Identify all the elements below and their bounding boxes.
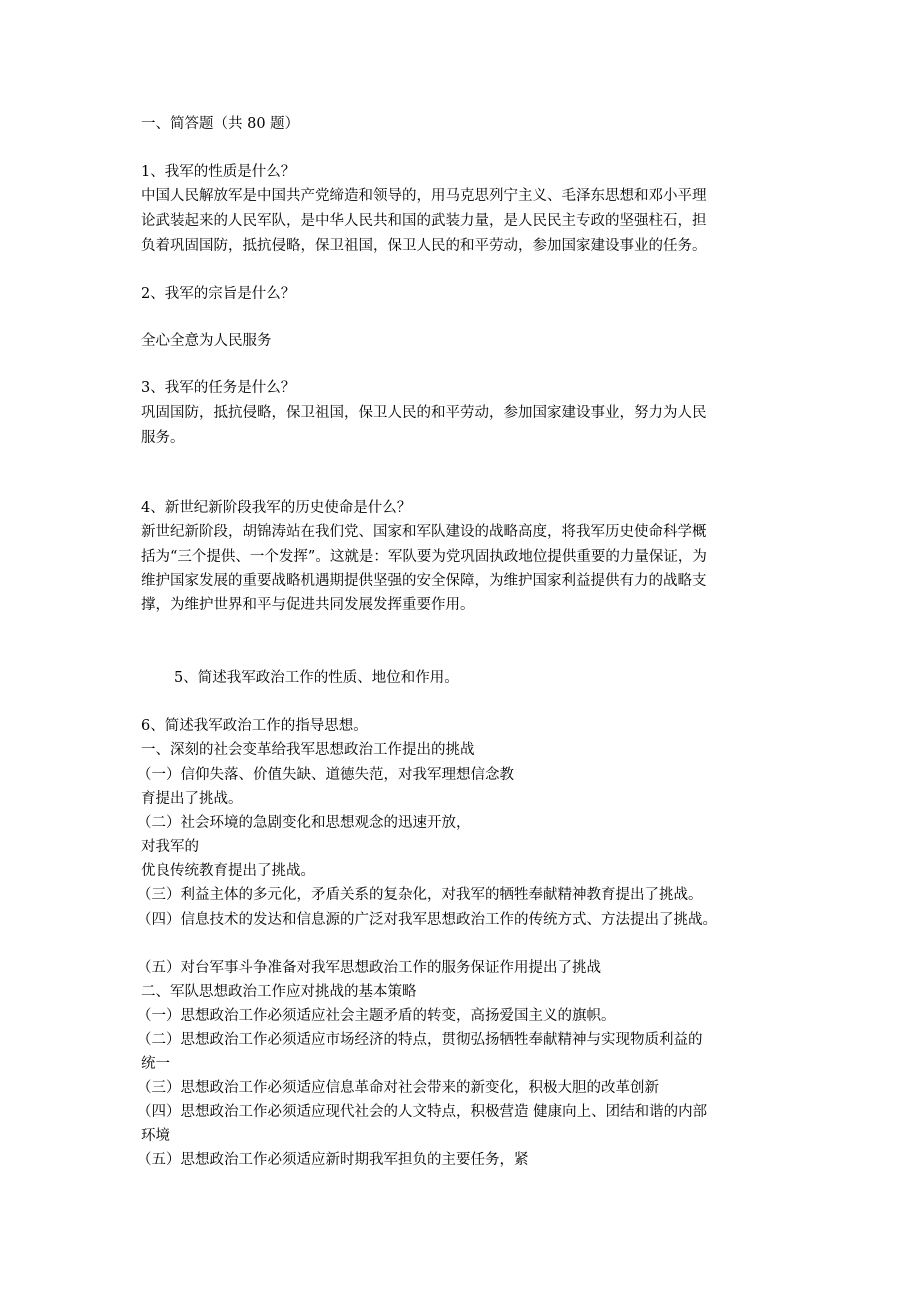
q4-question: 4、新世纪新阶段我军的历史使命是什么？ xyxy=(141,500,412,516)
q3-question: 3、我军的任务是什么？ xyxy=(141,380,296,396)
q1-answer-line: 中国人民解放军是中国共产党缔造和领导的，用马克思列宁主义、毛泽东思想和邓小平理 xyxy=(141,188,707,204)
q3-answer-line: 巩固国防，抵抗侵略，保卫祖国，保卫人民的和平劳动，参加国家建设事业，努力为人民 xyxy=(141,405,707,421)
q6-question: 6、简述我军政治工作的指导思想。 xyxy=(141,718,368,734)
q5-question: 5、简述我军政治工作的性质、地位和作用。 xyxy=(174,670,459,686)
q4-answer-line: 撑，为维护世界和平与促进共同发展发挥重要作用。 xyxy=(141,597,475,613)
q1-question: 1、我军的性质是什么？ xyxy=(141,164,296,180)
q1-answer-line: 论武装起来的人民军队，是中华人民共和国的武装力量，是人民民主专政的坚强柱石，担 xyxy=(141,213,707,229)
q4-answer-line: 括为“三个提供、一个发挥”。这就是：军队要为党巩固执政地位提供重要的力量保证，为 xyxy=(141,549,707,565)
q2-answer: 全心全意为人民服务 xyxy=(141,333,272,349)
q6-line: （二）思想政治工作必须适应市场经济的特点，贯彻弘扬牺牲奉献精神与实现物质利益的 xyxy=(137,1032,703,1048)
q3-answer-line: 服务。 xyxy=(141,430,185,446)
q6-line: 优良传统教育提出了挑战。 xyxy=(141,863,315,879)
q6-line: 对我军的 xyxy=(141,839,199,855)
q6-line: （一）思想政治工作必须适应社会主题矛盾的转变，高扬爱国主义的旗帜。 xyxy=(137,1008,616,1024)
q4-answer-line: 维护国家发展的重要战略机遇期提供坚强的安全保障，为维护国家利益提供有力的战略支 xyxy=(141,573,707,589)
section-heading: 一、简答题（共 80 题） xyxy=(141,116,300,132)
q4-answer-line: 新世纪新阶段，胡锦涛站在我们党、国家和军队建设的战略高度，将我军历史使命科学概 xyxy=(141,524,707,540)
q6-line: （三）利益主体的多元化，矛盾关系的复杂化，对我军的牺牲奉献精神教育提出了挑战。 xyxy=(137,887,703,903)
q6-line: （四）思想政治工作必须适应现代社会的人文特点，积极营造 健康向上、团结和谐的内部 xyxy=(137,1104,708,1120)
q6-line: （一）信仰失落、价值失缺、道德失范，对我军理想信念教 xyxy=(137,767,514,783)
q6-line: 二、军队思想政治工作应对挑战的基本策略 xyxy=(141,984,417,1000)
q6-line: （四）信息技术的发达和信息源的广泛对我军思想政治工作的传统方式、方法提出了挑战。 xyxy=(137,912,717,928)
q6-line: （五）对台军事斗争准备对我军思想政治工作的服务保证作用提出了挑战 xyxy=(137,960,601,976)
q6-line: （五）思想政治工作必须适应新时期我军担负的主要任务，紧 xyxy=(137,1152,529,1168)
q6-line: （二）社会环境的急剧变化和思想观念的迅速开放， xyxy=(137,815,471,831)
q2-question: 2、我军的宗旨是什么？ xyxy=(141,286,296,302)
q6-line: （三）思想政治工作必须适应信息革命对社会带来的新变化，积极大胆的改革创新 xyxy=(137,1080,659,1096)
q6-line: 环境 xyxy=(141,1128,170,1144)
q6-line: 育提出了挑战。 xyxy=(141,791,243,807)
q6-line: 统一 xyxy=(141,1056,170,1072)
q6-line: 一、深刻的社会变革给我军思想政治工作提出的挑战 xyxy=(141,742,475,758)
q1-answer-line: 负着巩固国防，抵抗侵略，保卫祖国，保卫人民的和平劳动，参加国家建设事业的任务。 xyxy=(141,238,707,254)
